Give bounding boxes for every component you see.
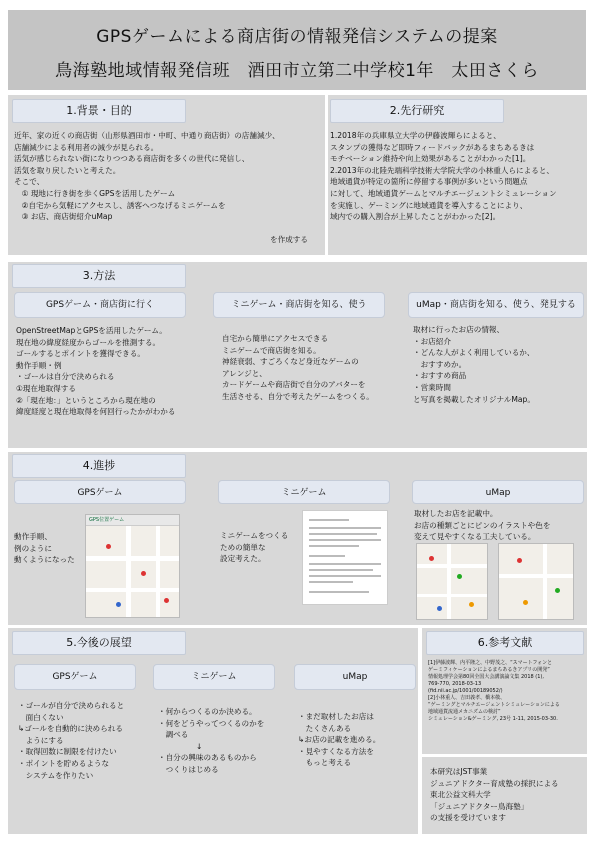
support-text: 本研究はJST事業 ジュニアドクター育成塾の採択による 東北公益文科大学 「ジュニアドクター鳥海塾」 の支援を受けています [430,767,559,823]
method-gps-text: OpenStreetMapとGPSを活用したゲーム。 現在地の緯度経度からゴールを推測する。 ゴールするとポイントを獲得できる。 動作手順・例 ・ゴールは自分で決められる ①現在地取得する ②「現在地：」というところから現在地の 緯度経度と現在地取得を何回行ったかがわかる [16,326,176,417]
future-minigame-label: ミニゲーム [153,664,275,690]
umap-screenshot-1 [416,543,488,620]
section-background-tail: を作成する [270,235,308,244]
section-progress-heading: 4.進捗 [12,454,186,478]
section-prior-heading: 2.先行研究 [330,99,504,123]
gps-game-screenshot [85,514,180,618]
future-gps-text: ・ゴールが自分で決められると 面白くない ↳ゴールを自動的に決められる ようにする ・取得回数に制限を付けたい ・ポイントを貯めるような システムを作りたい [18,701,125,780]
section-background-heading: 1.背景・目的 [12,99,186,123]
method-minigame-label: ミニゲーム・商店街を知る、使う [213,292,385,318]
future-gps-label: GPSゲーム [14,664,136,690]
progress-umap-label: uMap [412,480,584,504]
progress-umap-text: 取材したお店を記載中。 お店の種類ごとにピンのイラストや色を 変えて見やすくなる工夫している。 [414,509,551,542]
section-future-heading: 5.今後の展望 [12,631,186,655]
location-marker-icon [116,602,121,607]
method-gps-label: GPSゲーム・商店街に行く [14,292,186,318]
section-references-heading: 6.参考文献 [426,631,584,655]
references-text: [1]伊藤波輝、内平隆之、中野茂之、“スマートフォンと ゲーミフィケーションによるまちあるきアプリの開発” 情報処理学会第80回全国大会講演論文集 2018 (1), 769-770, 2018-03-13 (fid.nii.ac.jp/1001/00189052/) [2]小林重人、吉田義孝、橋本敬、 “ゲーミングとマルチエージェントシミュレーションによる 地域通貨流通メカニズムの検討” シミュレーション&ゲーミング, 23号 1-11, 2015-03-30. [428,660,560,722]
umap-screenshot-2 [498,543,574,620]
map-pin-icon [523,600,528,605]
section-method-heading: 3.方法 [12,264,186,288]
progress-minigame-text: ミニゲームをつくる ための簡単な 設定考えた。 [220,531,289,564]
method-umap-text: 取材に行ったお店の情報、 ・お店紹介 ・どんな人がよく利用しているか、 おすすめか。 ・おすすめ商品 ・営業時間 と写真を掲載したオリジナルMap。 [413,325,535,404]
map-pin-icon [164,598,169,603]
progress-gps-text: 動作手順、 例のように 動くようになった [14,532,75,565]
minigame-design-document [302,510,388,605]
progress-gps-label: GPSゲーム [14,480,186,504]
map-pin-icon [469,602,474,607]
future-umap-label: uMap [294,664,416,690]
map-pin-icon [429,556,434,561]
method-minigame-text: 自宅から簡単にアクセスできる ミニゲームで商店街を知る。 神経衰弱、すごろくなど身近なゲームの アレンジと、 カードゲームや商店街で自分のアバターを 生活させる、自分で考えたゲームをつくる。 [222,334,374,401]
poster-title [8,10,586,90]
title-line-1: GPSゲームによる商店街の情報発信システムの提案 [96,27,498,47]
map-pin-icon [106,544,111,549]
map-pin-icon [517,558,522,563]
section-background-text: 近年、家の近くの商店街（山形県酒田市・中町、中通り商店街）の店舗減少、 店舗減少による利用者の減少が見られる。 活気が感じられない街になりつつある商店街を多くの世代に発信し、 活気を取り戻したいと考えた。 そこで、 ① 現地に行き街を歩くGPSを活用したゲーム ②自宅から気軽にアクセスし、誘客へつなげるミニゲームを ③ お店、商店街紹介uMap [14,131,280,222]
title-line-2: 鳥海塾地域情報発信班 酒田市立第二中学校1年 太田さくら [55,61,539,81]
future-minigame-text: ・何からつくるのか決める。 ・何をどうやってつくるのかを 調べる ↓ ・自分の興味のあるものから つくりはじめる [158,707,265,774]
method-umap-label: uMap・商店街を知る、使う、発見する [408,292,584,318]
map-pin-icon [141,571,146,576]
future-umap-text: ・まだ取材したお店は たくさんある ↳お店の記載を進める。 ・見やすくなる方法を もっと考える [298,712,381,768]
map-pin-icon [555,588,560,593]
gps-screen-title: GPS位置ゲーム [86,515,179,526]
map-pin-icon [437,606,442,611]
section-prior-text: 1.2018年の兵庫県立大学の伊藤波輝らによると、 スタンプの獲得など即時フィードバックがあるまちあるきは モチベーション維持や向上効果があることがわかった[1]。 2.2013年の北陸先端科学技術大学院大学の小林重人らによると、 地域通貨が特定の箇所に停留する事例が多いという問題点 に対して、地域通貨ゲームとマルチエージェントシミュレーション を実施し、ゲーミングに地域通貨を導入することにより、 域内での購入割合が上昇したことがわかった[2]。 [330,131,557,222]
progress-minigame-label: ミニゲーム [218,480,390,504]
map-pin-icon [457,574,462,579]
